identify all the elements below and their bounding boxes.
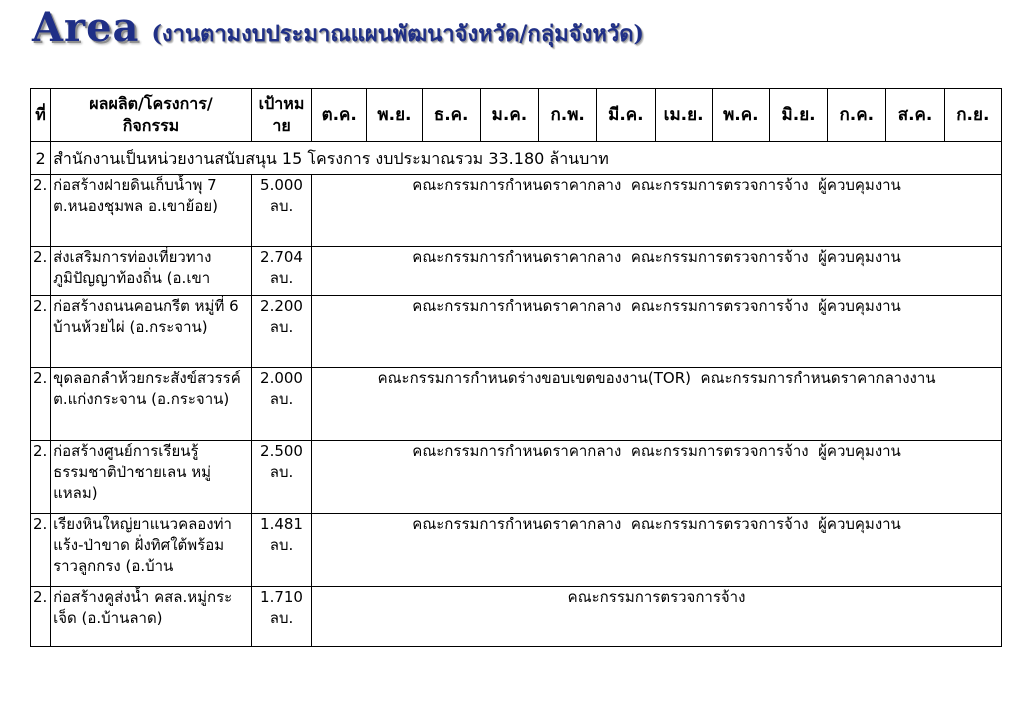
- header-month-nov: พ.ย.: [367, 89, 422, 142]
- project-plan-table: [30, 88, 1002, 647]
- table-row: [31, 296, 1002, 368]
- group-row: [31, 142, 1002, 175]
- row-target-unit: ลบ.: [269, 318, 294, 336]
- row-committee: [312, 247, 1002, 296]
- table-row: [31, 587, 1002, 647]
- group-no: 2: [31, 142, 51, 175]
- table-row: [31, 175, 1002, 247]
- row-target-value: 2.200: [260, 297, 303, 315]
- group-summary: สำนักงานเป็นหน่วยงานสนับสนุน 15 โครงการ งบประมาณรวม 33.180 ล้านบาท: [51, 142, 1002, 175]
- row-project: [51, 175, 252, 247]
- row-target-value: 2.500: [260, 442, 303, 460]
- row-project: [51, 247, 252, 296]
- table-row: [31, 441, 1002, 514]
- row-target-unit: ลบ.: [269, 463, 294, 481]
- row-committee-text: คณะกรรมการกำหนดราคากลาง คณะกรรมการตรวจการจ้าง ผู้ควบคุมงาน: [412, 442, 901, 460]
- header-month-dec: ธ.ค.: [422, 89, 480, 142]
- row-no: 2.: [31, 587, 51, 647]
- row-committee-text: คณะกรรมการกำหนดร่างขอบเขตของงาน(TOR) คณะกรรมการกำหนดราคากลางงาน: [377, 369, 936, 387]
- row-target-unit: ลบ.: [269, 269, 294, 287]
- row-no: 2.: [31, 514, 51, 587]
- slide-title: [32, 4, 644, 60]
- row-target-value: 1.481: [260, 515, 303, 533]
- row-project-text: ก่อสร้างศูนย์การเรียนรู้ธรรมชาติป่าชายเลน หมู่แหลม): [53, 442, 212, 502]
- row-target-value: 1.710: [260, 588, 303, 606]
- row-committee: [312, 296, 1002, 368]
- row-target-unit: ลบ.: [269, 390, 294, 408]
- row-committee: [312, 368, 1002, 441]
- row-target-value: 2.000: [260, 369, 303, 387]
- row-no: 2.: [31, 368, 51, 441]
- row-committee: [312, 441, 1002, 514]
- row-project: [51, 514, 252, 587]
- row-committee-text: คณะกรรมการกำหนดราคากลาง คณะกรรมการตรวจการจ้าง ผู้ควบคุมงาน: [412, 176, 901, 194]
- header-target-line1: เป้าหม: [258, 94, 305, 113]
- header-target: [251, 89, 311, 142]
- header-month-mar: มี.ค.: [597, 89, 655, 142]
- table-row: [31, 247, 1002, 296]
- row-target: [251, 587, 311, 647]
- row-target-unit: ลบ.: [269, 536, 294, 554]
- header-month-aug: ส.ค.: [886, 89, 944, 142]
- title-main: Area: [32, 4, 140, 51]
- header-project-line2: กิจกรรม: [122, 116, 180, 135]
- title-subtitle: (งานตามงบประมาณแผนพัฒนาจังหวัด/กลุ่มจังหวัด): [151, 21, 644, 47]
- row-committee: [312, 175, 1002, 247]
- row-no: 2.: [31, 296, 51, 368]
- header-month-jun: มิ.ย.: [769, 89, 827, 142]
- header-no: ที่: [31, 89, 51, 142]
- row-committee-text: คณะกรรมการกำหนดราคากลาง คณะกรรมการตรวจการจ้าง ผู้ควบคุมงาน: [412, 248, 901, 266]
- header-month-apr: เม.ย.: [655, 89, 712, 142]
- header-project-line1: ผลผลิต/โครงการ/: [89, 94, 213, 113]
- table-row: [31, 368, 1002, 441]
- row-target: [251, 175, 311, 247]
- row-committee-text: คณะกรรมการตรวจการจ้าง: [567, 588, 746, 606]
- row-no: 2.: [31, 175, 51, 247]
- row-project: [51, 368, 252, 441]
- row-no: 2.: [31, 441, 51, 514]
- header-month-sep: ก.ย.: [944, 89, 1001, 142]
- header-project: [51, 89, 252, 142]
- row-target-value: 5.000: [260, 176, 303, 194]
- header-month-oct: ต.ค.: [312, 89, 367, 142]
- header-target-line2: าย: [272, 116, 291, 135]
- row-target-unit: ลบ.: [269, 197, 294, 215]
- row-no: 2.: [31, 247, 51, 296]
- row-target-value: 2.704: [260, 248, 303, 266]
- header-month-feb: ก.พ.: [539, 89, 597, 142]
- header-month-jul: ก.ค.: [828, 89, 886, 142]
- row-committee-text: คณะกรรมการกำหนดราคากลาง คณะกรรมการตรวจการจ้าง ผู้ควบคุมงาน: [412, 297, 901, 315]
- row-target: [251, 296, 311, 368]
- row-committee: [312, 587, 1002, 647]
- row-committee-text: คณะกรรมการกำหนดราคากลาง คณะกรรมการตรวจการจ้าง ผู้ควบคุมงาน: [412, 515, 901, 533]
- row-project: [51, 587, 252, 647]
- header-row: [31, 89, 1002, 142]
- table-row: [31, 514, 1002, 587]
- row-project: [51, 296, 252, 368]
- row-committee: [312, 514, 1002, 587]
- row-project-text: ขุดลอกลำห้วยกระสังข์สวรรค์ ต.แก่งกระจาน (อ.กระจาน): [53, 369, 241, 408]
- row-target: [251, 247, 311, 296]
- row-project-text: ก่อสร้างคูส่งน้ำ คสล.หมู่กระเจ็ด (อ.บ้านลาด): [53, 588, 233, 627]
- header-month-jan: ม.ค.: [480, 89, 538, 142]
- row-target: [251, 368, 311, 441]
- row-target: [251, 441, 311, 514]
- row-project-text: ส่งเสริมการท่องเที่ยวทางภูมิปัญญาท้องถิ่น (อ.เขา: [53, 248, 212, 287]
- row-project-text: เรียงหินใหญ่ยาแนวคลองท่าแร้ง-ป่าขาด ฝั่งทิศใต้พร้อมราวลูกกรง (อ.บ้าน: [53, 515, 232, 575]
- row-target: [251, 514, 311, 587]
- row-project-text: ก่อสร้างถนนคอนกรีต หมู่ที่ 6 บ้านห้วยไผ่ (อ.กระจาน): [53, 297, 239, 336]
- header-month-may: พ.ค.: [712, 89, 769, 142]
- row-project-text: ก่อสร้างฝายดินเก็บน้ำพุ 7 ต.หนองชุมพล อ.เขาย้อย): [53, 176, 218, 215]
- row-target-unit: ลบ.: [269, 609, 294, 627]
- row-project: [51, 441, 252, 514]
